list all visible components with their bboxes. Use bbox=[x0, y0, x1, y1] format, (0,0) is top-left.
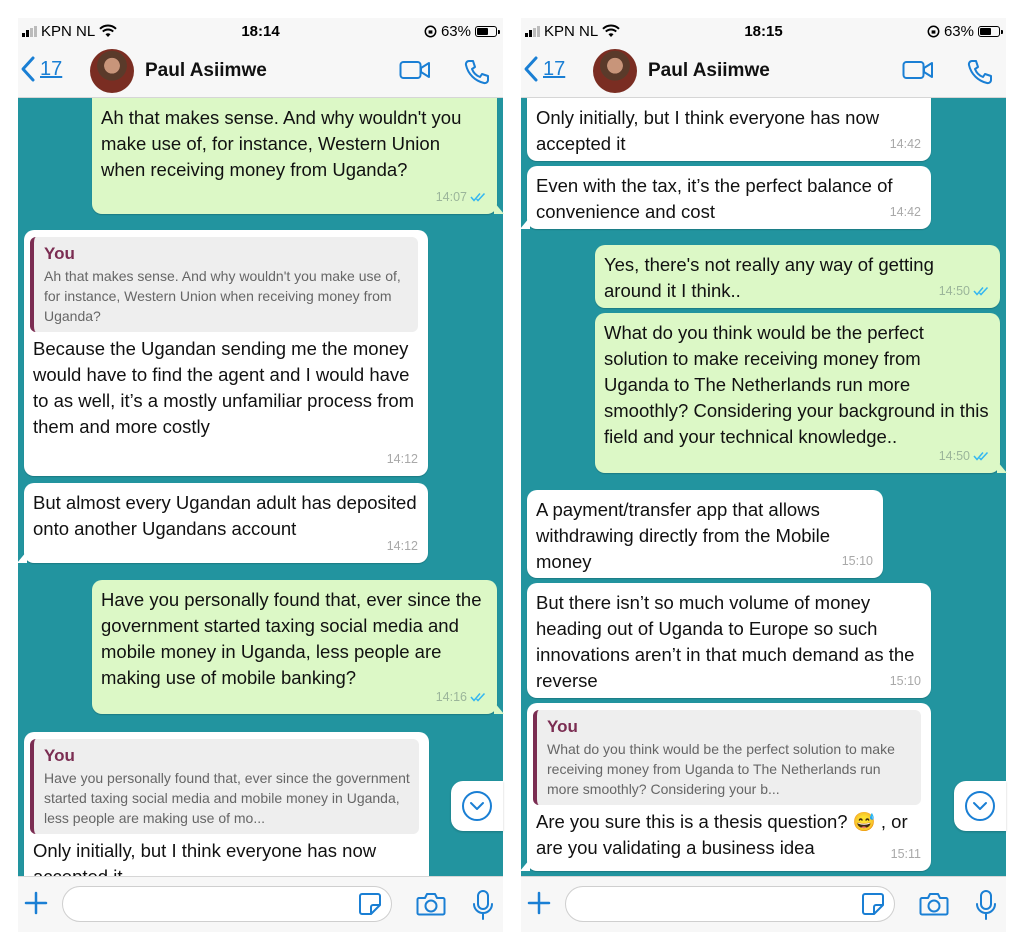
message-outgoing[interactable] bbox=[92, 580, 497, 714]
message-text: But there isn’t so much volume of money heading out of Uganda to Europe so such innovations aren’t in that much demand as the reverse bbox=[536, 592, 915, 691]
battery-icon bbox=[475, 26, 497, 37]
scroll-down-button[interactable] bbox=[451, 781, 503, 831]
status-bar bbox=[18, 18, 503, 44]
message-meta bbox=[387, 446, 418, 472]
status-right bbox=[424, 23, 497, 40]
message-time: 14:42 bbox=[889, 205, 921, 219]
quote-author: You bbox=[547, 717, 578, 736]
message-text: Only initially, but I think everyone has now bbox=[33, 840, 377, 861]
message-time: 14:50 bbox=[938, 449, 970, 463]
message-outgoing[interactable] bbox=[92, 98, 497, 214]
chat-header bbox=[521, 44, 1006, 98]
message-time: 14:12 bbox=[386, 452, 418, 466]
message-text: Are you sure this is a thesis question? 😅 , or are you validating a business idea bbox=[536, 811, 908, 858]
message-incoming-reply[interactable] bbox=[527, 703, 931, 871]
double-check-icon bbox=[470, 192, 487, 202]
message-input[interactable] bbox=[62, 886, 392, 922]
message-text: Because the Ugandan sending me the money would have to find the agent and I would have to as well, it’s a mostly unfamiliar process from them and more costly bbox=[33, 338, 415, 437]
message-meta bbox=[891, 841, 921, 867]
quoted-message[interactable] bbox=[30, 237, 418, 332]
quote-author: You bbox=[44, 244, 75, 263]
message-meta bbox=[842, 548, 873, 574]
video-camera-icon[interactable] bbox=[399, 58, 431, 82]
composer-bar bbox=[521, 876, 1006, 932]
message-outgoing[interactable] bbox=[595, 313, 1000, 473]
microphone-icon[interactable] bbox=[472, 889, 494, 921]
bubble-tail bbox=[494, 202, 504, 214]
message-meta bbox=[387, 533, 418, 559]
message-incoming[interactable] bbox=[527, 490, 883, 578]
battery-percent: 63% bbox=[440, 23, 471, 40]
clock: 18:14 bbox=[241, 23, 280, 40]
chevron-left-icon bbox=[20, 56, 36, 82]
message-text: Have you personally found that, ever since the government started taxing social media and mobile money in Uganda, less people are making use of mobile banking? bbox=[101, 589, 482, 688]
video-camera-icon[interactable] bbox=[902, 58, 934, 82]
back-button[interactable] bbox=[523, 56, 565, 82]
microphone-icon[interactable] bbox=[975, 889, 997, 921]
quoted-message[interactable] bbox=[30, 739, 419, 834]
clock: 18:15 bbox=[744, 23, 783, 40]
avatar[interactable] bbox=[593, 49, 637, 93]
message-outgoing[interactable] bbox=[595, 245, 1000, 308]
message-meta bbox=[939, 443, 990, 469]
double-check-icon bbox=[973, 451, 990, 461]
message-time: 14:12 bbox=[386, 539, 418, 553]
sticker-icon[interactable] bbox=[861, 892, 885, 916]
quote-text: Have you personally found that, ever since the government started taxing social media and mobile money in Uganda, less people are making use of mo... bbox=[44, 770, 410, 826]
unread-count: 17 bbox=[543, 57, 566, 80]
message-time: 14:16 bbox=[435, 690, 467, 704]
phone-icon[interactable] bbox=[463, 58, 491, 86]
message-time: 15:10 bbox=[841, 554, 873, 568]
message-text: What do you think would be the perfect solution to make receiving money from Uganda to The Netherlands run more smoothly? Considering your background in this field and your technical knowledge.. bbox=[604, 322, 989, 447]
message-text: Ah that makes sense. And why wouldn't you make use of, for instance, Western Union when receiving money from Uganda? bbox=[101, 107, 462, 180]
message-meta bbox=[890, 668, 921, 694]
avatar[interactable] bbox=[90, 49, 134, 93]
phone-icon[interactable] bbox=[966, 58, 994, 86]
bubble-tail bbox=[520, 859, 530, 871]
message-list[interactable] bbox=[521, 98, 1006, 876]
chat-screen-left bbox=[18, 18, 503, 932]
contact-name[interactable]: Paul Asiimwe bbox=[648, 60, 770, 81]
bubble-tail bbox=[520, 217, 530, 229]
double-check-icon bbox=[470, 692, 487, 702]
scroll-down-button[interactable] bbox=[954, 781, 1006, 831]
message-meta bbox=[436, 184, 487, 210]
status-right bbox=[927, 23, 1000, 40]
quote-text: What do you think would be the perfect solution to make receiving money from Uganda to The Netherlands run more smoothly? Considering your b... bbox=[547, 741, 895, 797]
message-text: A payment/transfer app that allows withdrawing directly from the Mobile money bbox=[536, 499, 831, 572]
message-time: 15:10 bbox=[889, 674, 921, 688]
chevron-left-icon bbox=[523, 56, 539, 82]
message-meta bbox=[890, 199, 921, 225]
message-time: 14:42 bbox=[889, 137, 921, 151]
message-incoming-reply[interactable] bbox=[24, 230, 428, 476]
message-meta bbox=[890, 131, 921, 157]
orientation-lock-icon bbox=[927, 25, 940, 38]
battery-icon bbox=[978, 26, 1000, 37]
orientation-lock-icon bbox=[424, 25, 437, 38]
message-meta bbox=[436, 684, 487, 710]
status-bar bbox=[521, 18, 1006, 44]
message-incoming[interactable] bbox=[527, 98, 931, 161]
chat-screen-right bbox=[521, 18, 1006, 932]
quoted-message[interactable] bbox=[533, 710, 921, 805]
quote-author: You bbox=[44, 746, 75, 765]
message-incoming[interactable] bbox=[527, 166, 931, 229]
message-text: But almost every Ugandan adult has deposited onto another Ugandans account bbox=[33, 492, 417, 539]
chevron-down-circle-icon bbox=[964, 790, 996, 822]
double-check-icon bbox=[973, 286, 990, 296]
bubble-tail bbox=[494, 702, 504, 714]
unread-count: 17 bbox=[40, 57, 63, 80]
bubble-tail bbox=[17, 551, 27, 563]
composer-bar bbox=[18, 876, 503, 932]
back-button[interactable] bbox=[20, 56, 62, 82]
quote-text: Ah that makes sense. And why wouldn't you make use of, for instance, Western Union when receiving money from Uganda? bbox=[44, 268, 401, 324]
bubble-tail bbox=[997, 461, 1007, 473]
camera-icon[interactable] bbox=[416, 891, 446, 917]
camera-icon[interactable] bbox=[919, 891, 949, 917]
chevron-down-circle-icon bbox=[461, 790, 493, 822]
chat-header bbox=[18, 44, 503, 98]
message-input[interactable] bbox=[565, 886, 895, 922]
message-text: Even with the tax, it’s the perfect balance of convenience and cost bbox=[536, 175, 893, 222]
battery-percent: 63% bbox=[943, 23, 974, 40]
message-time: 15:11 bbox=[890, 847, 921, 861]
sticker-icon[interactable] bbox=[358, 892, 382, 916]
message-incoming[interactable] bbox=[527, 583, 931, 698]
message-time: 14:07 bbox=[435, 190, 467, 204]
carrier-name: KPN NL bbox=[544, 23, 599, 40]
contact-name[interactable]: Paul Asiimwe bbox=[145, 60, 267, 81]
message-text: Yes, there's not really any way of getting around it I think.. bbox=[604, 254, 934, 301]
message-text: Only initially, but I think everyone has now accepted it bbox=[536, 107, 880, 154]
carrier-name: KPN NL bbox=[41, 23, 96, 40]
message-meta bbox=[939, 278, 990, 304]
message-list[interactable] bbox=[18, 98, 503, 876]
message-time: 14:50 bbox=[938, 284, 970, 298]
plus-icon[interactable] bbox=[22, 889, 50, 917]
plus-icon[interactable] bbox=[525, 889, 553, 917]
message-incoming[interactable] bbox=[24, 483, 428, 563]
